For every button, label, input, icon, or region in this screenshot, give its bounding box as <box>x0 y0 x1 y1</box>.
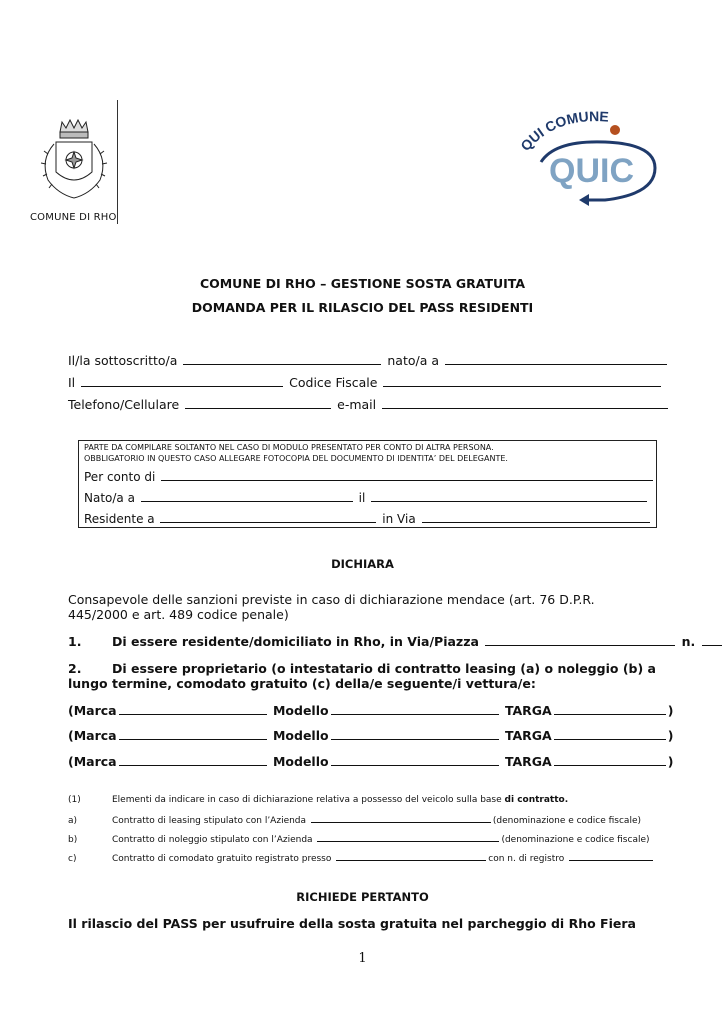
qui-comune-logo <box>515 110 665 210</box>
vehicle-make-label: (Marca <box>68 728 117 743</box>
fiscal-code-field[interactable] <box>383 376 661 387</box>
vehicle-close-paren: ) <box>667 754 674 769</box>
delegate-note-2: OBBLIGATORIO IN QUESTO CASO ALLEGARE FOTOCOPIA DEL DOCUMENTO DI IDENTITA’ DEL DELEGANTE. <box>84 454 508 463</box>
note-key: a) <box>68 816 78 826</box>
phone-field[interactable] <box>185 398 331 409</box>
applicant-row-1 <box>68 353 655 368</box>
vehicle-make-field[interactable] <box>119 755 267 766</box>
note-key: (1) <box>68 795 81 805</box>
form-title-line2: DOMANDA PER IL RILASCIO DEL PASS RESIDENTI <box>191 300 534 315</box>
vehicle-plate-field[interactable] <box>554 704 666 715</box>
delegate-row-3 <box>84 512 652 526</box>
email-label: e-mail <box>337 397 377 412</box>
request-heading: RICHIEDE PERTANTO <box>296 890 429 904</box>
header-divider <box>117 100 118 224</box>
delegate-birthplace-field[interactable] <box>141 491 353 502</box>
vehicle-plate-label: TARGA <box>504 754 552 769</box>
delegate-resident-label: Residente a <box>84 512 155 526</box>
vehicle-model-field[interactable] <box>331 755 499 766</box>
vehicle-make-label: (Marca <box>68 754 117 769</box>
delegate-row-2 <box>84 491 649 505</box>
note-suffix: con n. di registro <box>488 854 565 864</box>
phone-label: Telefono/Cellulare <box>68 397 180 412</box>
logo-mark: QUIC <box>549 152 634 190</box>
item1-number: 1. <box>68 634 82 649</box>
signer-field[interactable] <box>183 354 381 365</box>
delegate-birthdate-field[interactable] <box>371 491 647 502</box>
vehicle-close-paren: ) <box>667 728 674 743</box>
form-title-line1: COMUNE DI RHO – GESTIONE SOSTA GRATUITA <box>199 276 526 291</box>
item1-text: Di essere residente/domiciliato in Rho, in Via/Piazza <box>112 634 479 649</box>
applicant-row-3 <box>68 397 655 412</box>
declaration-heading: DICHIARA <box>331 557 394 571</box>
note-key: b) <box>68 835 78 845</box>
vehicle-plate-label: TARGA <box>504 703 552 718</box>
vehicle-row <box>68 703 674 718</box>
delegate-residence-field[interactable] <box>160 512 376 523</box>
page-number: 1 <box>358 951 367 966</box>
note-text: Contratto di comodato gratuito registrato presso <box>112 854 332 864</box>
birthdate-field[interactable] <box>81 376 283 387</box>
note-bold-text: di contratto. <box>504 795 569 805</box>
note-text: Contratto di noleggio stipulato con l’Azienda <box>112 835 313 845</box>
delegate-street-field[interactable] <box>422 512 650 523</box>
on-behalf-field[interactable] <box>161 470 653 481</box>
born-label: nato/a a <box>387 353 440 368</box>
vehicle-plate-field[interactable] <box>554 755 666 766</box>
note-text: Elementi da indicare in caso di dichiarazione relativa a possesso del veicolo sulla base <box>112 795 502 805</box>
vehicle-model-field[interactable] <box>331 704 499 715</box>
declaration-item-1 <box>68 634 696 649</box>
delegate-row-1 <box>84 470 655 484</box>
leasing-company-field[interactable] <box>311 814 491 823</box>
declaration-intro: Consapevole delle sanzioni previste in caso di dichiarazione mendace (art. 76 D.P.R. 445/2000 e art. 489 codice penale) <box>68 592 595 622</box>
applicant-row-2 <box>68 375 655 390</box>
on-behalf-label: Per conto di <box>84 470 156 484</box>
vehicle-model-label: Modello <box>272 703 329 718</box>
residence-street-field[interactable] <box>485 635 675 646</box>
vehicle-row <box>68 728 674 743</box>
note-1 <box>68 795 568 805</box>
registry-number-field[interactable] <box>569 852 653 861</box>
vehicle-make-label: (Marca <box>68 703 117 718</box>
delegate-street-label: in Via <box>382 512 416 526</box>
vehicle-make-field[interactable] <box>119 704 267 715</box>
item1-number-label: n. <box>681 634 696 649</box>
signer-label: Il/la sottoscritto/a <box>68 353 178 368</box>
municipality-label: COMUNE DI RHO <box>30 212 117 223</box>
fiscal-code-label: Codice Fiscale <box>289 375 378 390</box>
note-c <box>68 852 655 864</box>
note-key: c) <box>68 854 77 864</box>
loan-registry-field[interactable] <box>336 852 486 861</box>
email-field[interactable] <box>382 398 668 409</box>
note-suffix: (denominazione e codice fiscale) <box>492 816 641 826</box>
logo-arc-text: QUI COMUNE <box>517 110 610 154</box>
vehicle-model-field[interactable] <box>331 729 499 740</box>
note-b <box>68 833 650 845</box>
note-suffix: (denominazione e codice fiscale) <box>501 835 650 845</box>
rental-company-field[interactable] <box>317 833 499 842</box>
delegate-born-label: Nato/a a <box>84 491 135 505</box>
vehicle-close-paren: ) <box>667 703 674 718</box>
note-a <box>68 814 641 826</box>
declaration-item-2 <box>68 661 656 691</box>
delegate-note-1: PARTE DA COMPILARE SOLTANTO NEL CASO DI MODULO PRESENTATO PER CONTO DI ALTRA PERSONA. <box>84 443 494 452</box>
request-text: Il rilascio del PASS per usufruire della sosta gratuita nel parcheggio di Rho Fiera <box>68 916 636 931</box>
vehicle-plate-label: TARGA <box>504 728 552 743</box>
street-number-field[interactable] <box>702 635 722 646</box>
vehicle-model-label: Modello <box>272 754 329 769</box>
birthplace-field[interactable] <box>445 354 667 365</box>
vehicle-row <box>68 754 674 769</box>
comune-di-rho-crest-icon <box>30 110 120 225</box>
vehicle-model-label: Modello <box>272 728 329 743</box>
item2-number: 2. <box>68 661 82 676</box>
vehicle-make-field[interactable] <box>119 729 267 740</box>
item2-text: Di essere proprietario (o intestatario di contratto leasing (a) o noleggio (b) a lungo termine, comodato gratuito (c) della/e seguente/i vettura/e: <box>68 661 656 691</box>
note-text: Contratto di leasing stipulato con l’Azienda <box>112 816 307 826</box>
birthdate-label: Il <box>68 375 76 390</box>
delegate-date-label: il <box>358 491 366 505</box>
vehicle-plate-field[interactable] <box>554 729 666 740</box>
